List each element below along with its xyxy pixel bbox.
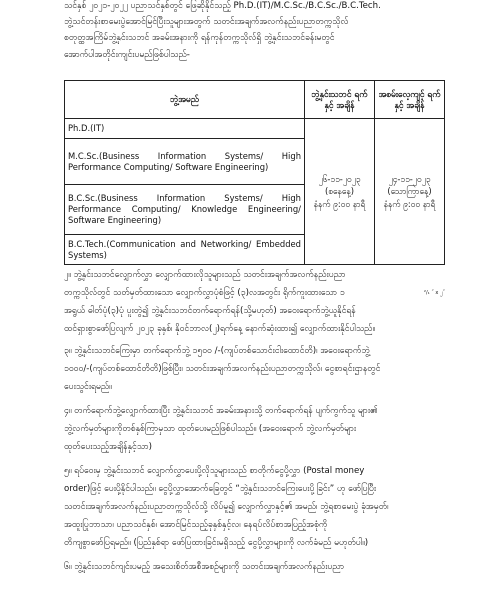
paragraph-line: ၄။ တက်ရောက်ဘွဲ့လျှောက်ထားပြီး ဘွဲ့နှင်းသဘင် အခမ်းအနားသို့ တက်ရောက်ရန် ပျက်ကွက်သူ များ၏ (64, 406, 378, 416)
paragraph-line: order)ဖြင့် ပေးပို့နိုင်ပါသည်။ ငွေပို့လွှာအောက်ခြေတွင် “ဘွဲ့နှင်းသဘင်ကြေးပေးပို့ခြင်း” ဟု ဖော်ပြပြီး (64, 484, 377, 494)
paragraph-line: ၃။ ဘွဲ့နှင်းသဘင်ကြေးမှာ တက်ရောက်ဘွဲ့ ၁၅၀၀ /-(ကျပ်တစ်သောင်းငါးထောင်တိ)၊ အဝေးရောက်ဘွဲ့ (64, 346, 370, 356)
paragraph-line: ပေးသွင်းရမည်။ (64, 382, 112, 392)
paragraph-line: တိကျစွာဖော်ပြရမည်။ (ပြည်နှစ်ရာ ဖော်ပြထားခြင်းမရှိသည့် ငွေပို့လွှာများကို လက်ခံမည် မဟုတ်ပါ။) (64, 538, 369, 548)
program-cell: B.C.Tech.(Communication and Networking/ Embedded Systems) (65, 235, 305, 265)
paragraph-line: တက္ကသိုလ်တွင် သတ်မှတ်ထားသော လျှောက်လွှာပုံစံဖြင့် (၃)လအတွင်း ရိုက်ကူးထားသော ၁ (64, 288, 345, 298)
ceremony-datetime-cell (305, 119, 375, 265)
photo-size-fraction: ²/₁ ˝ x ၂˝ (424, 290, 445, 296)
rehearsal-time: နံနက် ၉:၀၀ နာရီ (383, 198, 436, 209)
intro-line: သင်နှစ် ၂၀၂၁-၂၀၂၂ ပညာသင်နှစ်တွင် ဖြေဆိုနိုင်သည့် Ph.D.(IT)/M.C.Sc./B.C.Sc./B.C.Tech. (64, 1, 381, 11)
paragraph-line: အရွယ် ဓါတ်ပုံ(၃)ပုံ ပူးတွဲ၍ ဘွဲ့နှင်းသဘင်တက်ရောက်ရန်(သို့မဟုတ်) အဝေးရောက်ဘွဲ့ယူနိုင်ရန် (64, 306, 356, 316)
program-cell: B.C.Sc.(Business Information Systems/ High Performance Computing/ Knowledge Engineering/ Software Engineering) (65, 185, 305, 235)
intro-line: အောက်ပါအတိုင်းကျင်းပမည်ဖြစ်ပါသည်- (64, 50, 190, 60)
paragraph-line: ဘွဲ့လက်မှတ်များကိုတစ်နှစ်ကြာမှသာ ထုတ်ပေးမည်ဖြစ်ပါသည်။ (အဝေးရောက် ဘွဲ့လက်မှတ်များ (64, 424, 357, 434)
paragraph-line: ထင်ရှားစွာဖော်ပြလျက် ၂၀၂၃ ခုနှစ်၊ နိုဝင်ဘာလ(၂)ရက်နေ့ နောက်ဆုံးထား၍ လျှောက်ထားနိုင်ပါသည်။ (64, 324, 376, 334)
ceremony-date: ၂၆-၁၁-၂၀၂၃ (318, 173, 361, 184)
rehearsal-date: ၂၄-၁၁-၂၀၂၃ (388, 173, 431, 184)
paragraph-line: အထူးပြုဘာသာ၊ ပညာသင်နှစ်၊ အောင်မြင်သည့်ခုနှစ်နှင့်လ၊ နေရပ်လိပ်စာအပြည့်အစုံကို (64, 520, 328, 530)
intro-line: ဘွဲ့သင်တန်းစာမေးပွဲအောင်မြင်ပြီးသူများအတွက် သတင်းအချက်အလက်နည်းပညာတက္ကသိုလ် (64, 17, 349, 27)
paragraph-line: ၁၀၀၀/-(ကျပ်တစ်ထောင်တိတိ)ဖြစ်ပြီး၊ သတင်းအချက်အလက်နည်းပညာတက္ကသိုလ်၊ ငွေစာရင်းဌာနတွင် (64, 364, 381, 374)
paragraph-line: ထုတ်ပေးသည့်အချိန်နှင့်သာ) (64, 442, 152, 452)
program-cell: M.C.Sc.(Business Information Systems/ High Performance Computing/ Software Engineering) (65, 139, 305, 185)
intro-line: စတုတ္ထအကြိမ်ဘွဲ့နှင်းသဘင် အခမ်းအနားကို ရန်ကုန်တက္ကသိုလ်ရှိ ဘွဲ့နှင်းသဘင်ခန်းမတွင် (64, 33, 335, 43)
degree-header: ဘွဲ့အမည် (65, 81, 305, 119)
rehearsal-datetime-cell (375, 119, 445, 265)
ceremony-time: နံနက် ၉:၀၀ နာရီ (313, 198, 366, 209)
paragraph-line: သတင်းအချက်အလက်နည်းပညာတက္ကသိုလ်သို့ လိပ်မူ၍ လျှောက်လွှာနှင့်၏ အမည်၊ ဘွဲ့ရစာမေးပွဲ ခုံအမှတ်၊ (64, 502, 389, 512)
paragraph-line: ၂။ ဘွဲ့နှင်းသဘင်လျှောက်လွှာ လျှောက်ထားလိုသူများသည် သတင်းအချက်အလက်နည်းပညာ (64, 270, 346, 280)
ceremony-day: (စနေနေ့) (324, 186, 354, 197)
graduation-schedule-table (64, 80, 445, 265)
program-cell: Ph.D.(IT) (65, 119, 305, 139)
ceremony-header: ဘွဲ့နှင်းသဘင် ရက်နှင့် အချိန် (305, 81, 375, 119)
paragraph-line: ၆။ ဘွဲ့နှင်းသဘင်ကျင်းပမည့် အသေးစိတ်အစီအစဉ်များကို သတင်းအချက်အလက်နည်းပညာ (64, 562, 345, 572)
rehearsal-day: (သောကြာနေ့) (387, 186, 432, 197)
rehearsal-header: အစမ်းလေ့ကျင့် ရက်နှင့် အချိန် (375, 81, 445, 119)
paragraph-line: ၅။ ရပ်ဝေးမှ ဘွဲ့နှင်းသဘင် လျှောက်လွှာပေးပို့လိုသူများသည် စာတိုက်ငွေပို့လွှာ (Postal money (64, 466, 365, 476)
